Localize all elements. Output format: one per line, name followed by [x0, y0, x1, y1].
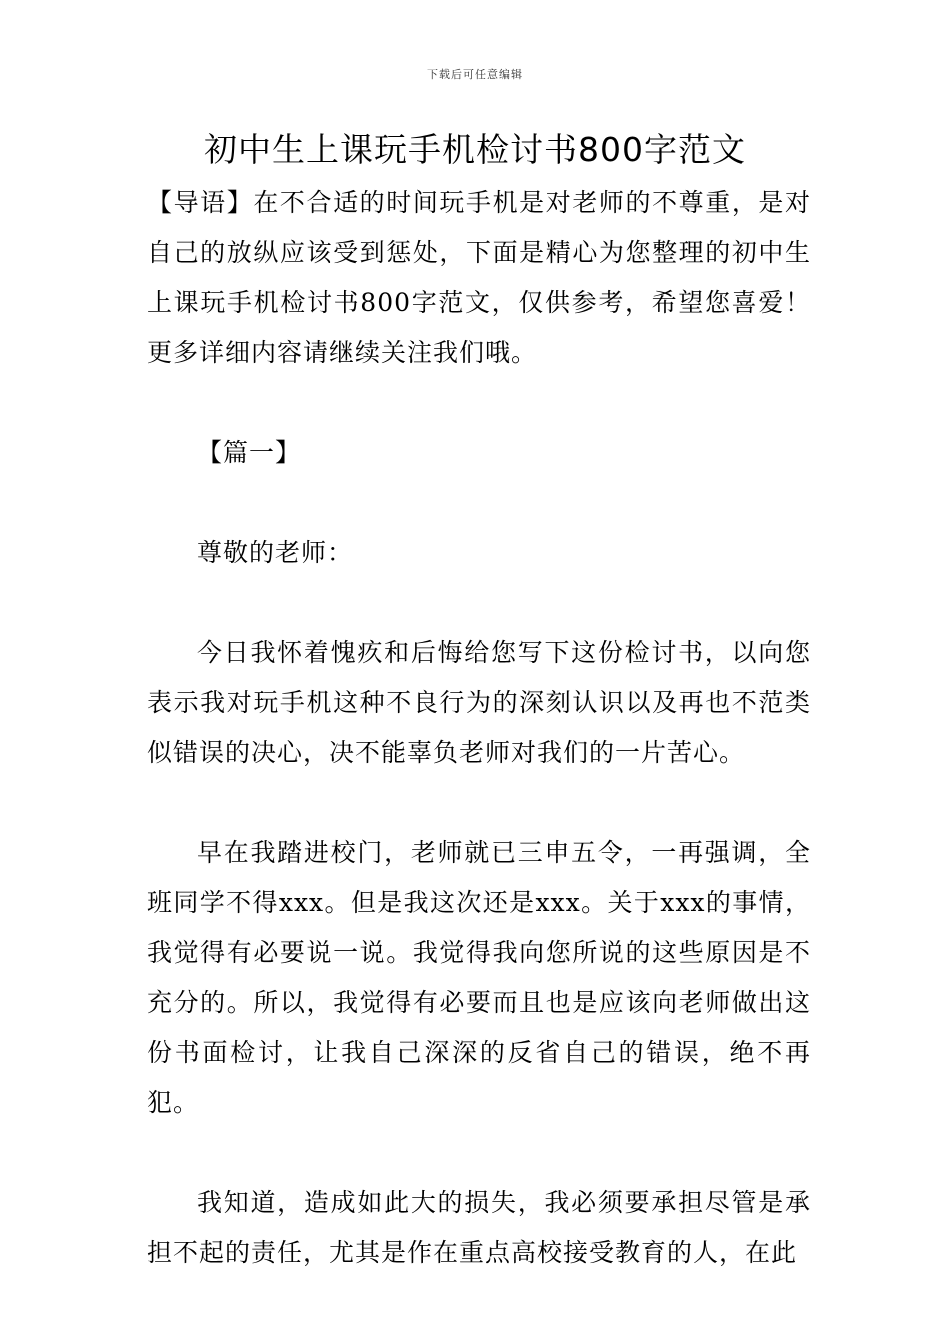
- document-body: [147, 178, 811, 1278]
- body-paragraph: 今日我怀着愧疚和后悔给您写下这份检讨书，以向您表示我对玩手机这种不良行为的深刻认识以及再也不范类似错误的决心，决不能辜负老师对我们的一片苦心。: [147, 638, 811, 767]
- body-paragraph: 我知道，造成如此大的损失，我必须要承担尽管是承担不起的责任，尤其是作在重点高校接受教育的人，在此: [147, 1188, 811, 1267]
- section-heading: 【篇一】: [197, 438, 302, 467]
- salutation: 尊敬的老师：: [197, 538, 354, 567]
- body-paragraph: 早在我踏进校门，老师就已三申五令，一再强调，全班同学不得xxx。但是我这次还是xxx。关于xxx的事情，我觉得有必要说一说。我觉得我向您所说的这些原因是不充分的。所以，我觉得有必要而且也是应该向老师做出这份书面检讨，让我自己深深的反省自己的错误，绝不再犯。: [147, 838, 811, 1117]
- header-note: 下载后可任意编辑: [427, 68, 523, 81]
- document-title: 初中生上课玩手机检讨书800字范文: [204, 130, 746, 169]
- intro-paragraph: 【导语】在不合适的时间玩手机是对老师的不尊重，是对自己的放纵应该受到惩处，下面是精心为您整理的初中生上课玩手机检讨书800字范文，仅供参考，希望您喜爱！更多详细内容请继续关注我们哦。: [147, 188, 811, 367]
